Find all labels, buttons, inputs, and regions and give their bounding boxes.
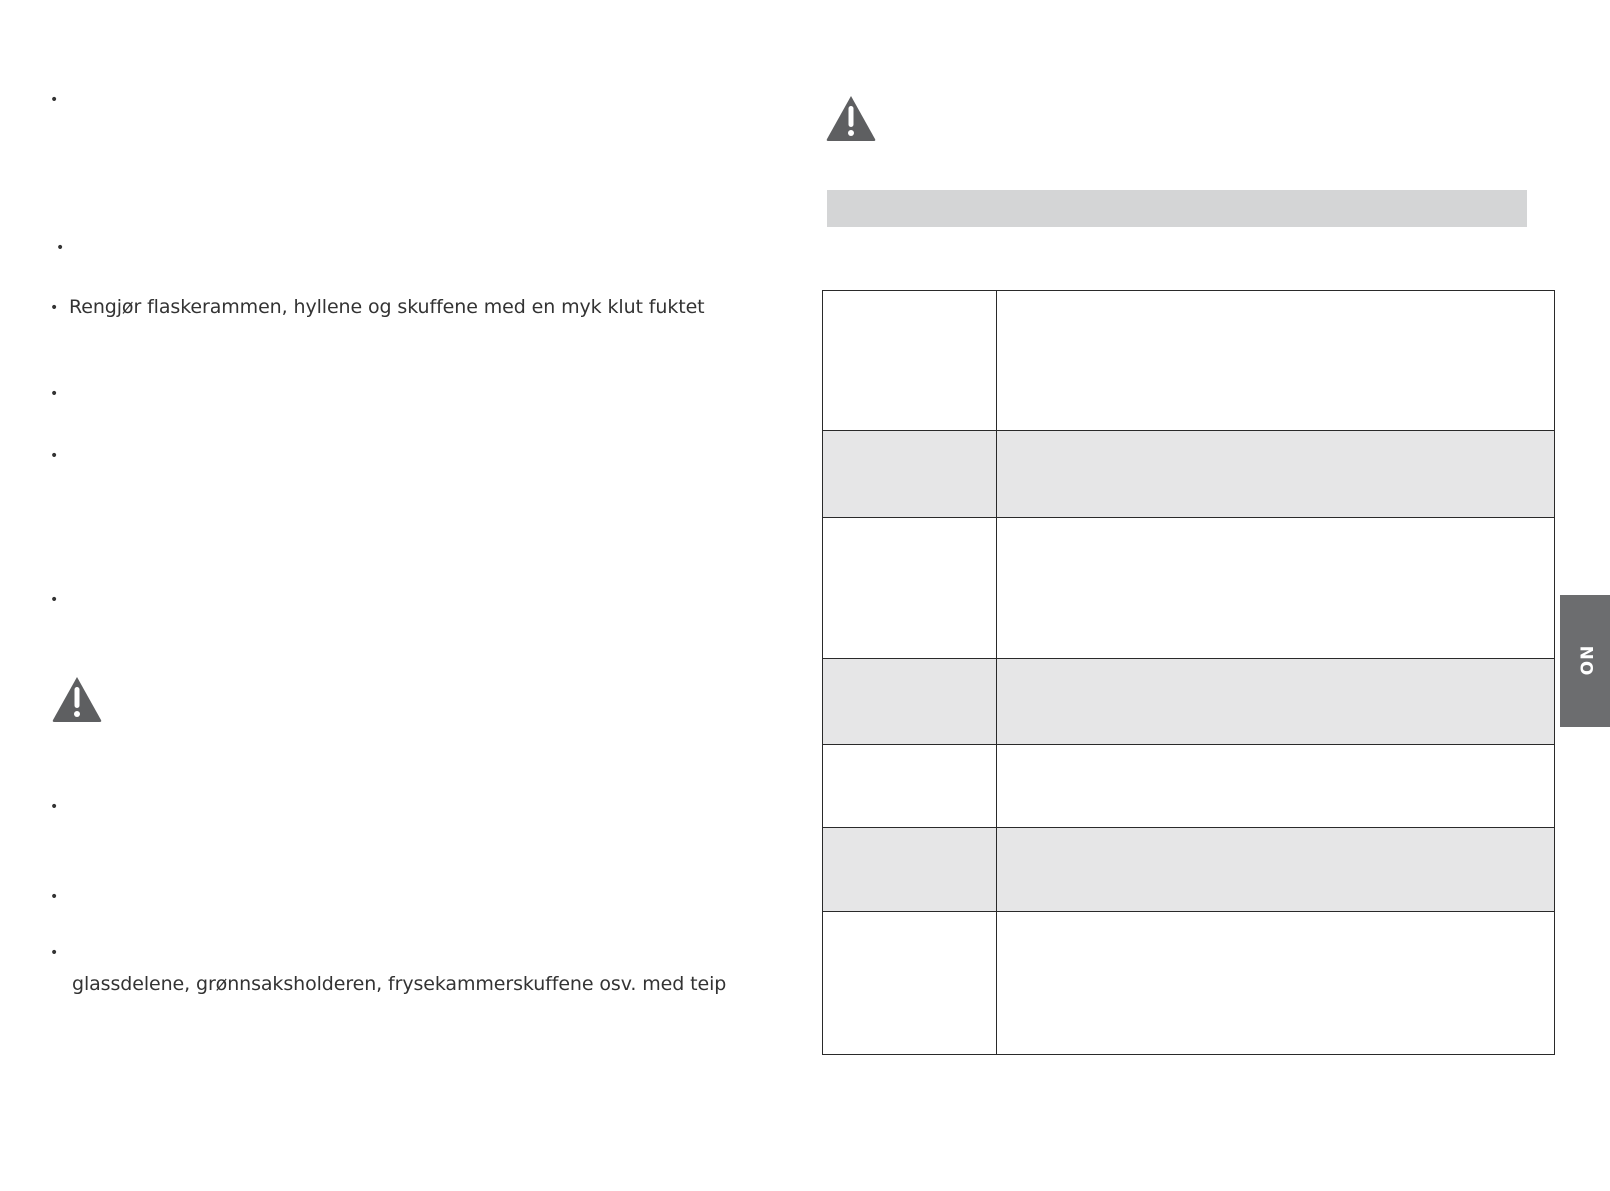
bullet-4: • [50,386,59,402]
table-row [823,518,1555,659]
bullet-2: • [56,240,65,256]
bullet-1: • [50,92,59,108]
table-row [823,912,1555,1055]
problem-cell [823,518,997,659]
bullet-7: • [50,799,59,815]
troubleshooting-table [822,290,1555,1055]
bullet-6: • [50,592,59,608]
problem-cell [823,659,997,745]
section-header-bar [827,190,1527,227]
solution-cell [997,291,1555,431]
solution-cell [997,828,1555,912]
warning-triangle-icon [51,675,103,723]
solution-cell [997,518,1555,659]
table-row [823,431,1555,518]
bullet-8: • [50,889,59,905]
bullet-3-text: Rengjør flaskerammen, hyllene og skuffene med en myk klut fuktet [69,296,705,318]
solution-cell [997,659,1555,745]
bullet-9: • [50,945,59,961]
table-row [823,659,1555,745]
problem-cell [823,431,997,518]
bullet-5: • [50,448,59,464]
bullet-3: • [50,300,59,316]
problem-cell [823,912,997,1055]
language-tab [1560,595,1610,727]
solution-cell [997,912,1555,1055]
table-row [823,828,1555,912]
problem-cell [823,745,997,828]
table-row [823,291,1555,431]
problem-cell [823,828,997,912]
warning-triangle-icon [825,94,877,142]
solution-cell [997,745,1555,828]
bullet-9-continuation-text: glassdelene, grønnsaksholderen, frysekammerskuffene osv. med teip [72,973,727,995]
problem-cell [823,291,997,431]
table-row [823,745,1555,828]
language-tab-label: NO [1575,645,1595,677]
solution-cell [997,431,1555,518]
